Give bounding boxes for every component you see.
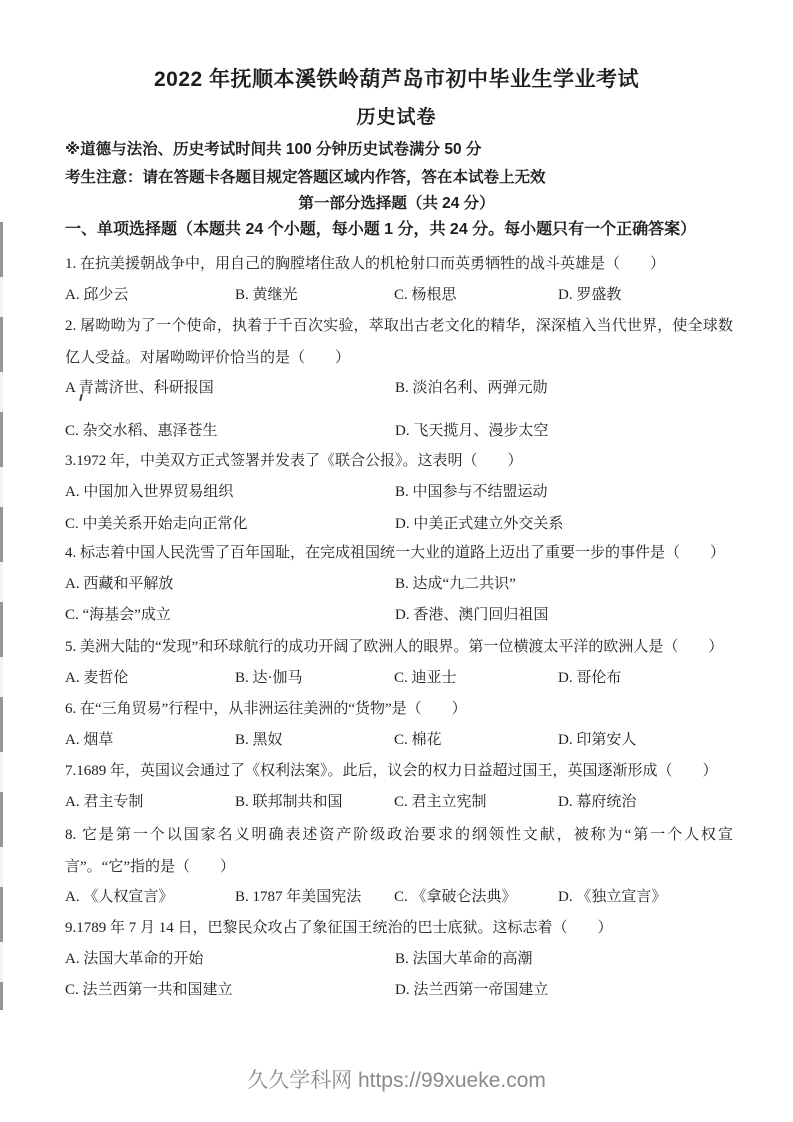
option-d: D. 哥伦布 [558, 670, 622, 686]
question-9-text: 9.1789 年 7 月 14 日，巴黎民众攻占了象征国王统治的巴士底狱。这标志着（ ） [65, 920, 613, 936]
option-a: A. 麦哲伦 [65, 670, 129, 686]
section-title: 一、单项选择题（本题共 24 个小题，每小题 1 分，共 24 分。每小题只有一个正确答案） [65, 221, 697, 238]
question-1-options [65, 285, 733, 306]
part-title: 第一部分选择题（共 24 分） [298, 195, 495, 212]
option-b: B. 联邦制共和国 [235, 794, 343, 810]
question-9-options-cd [65, 980, 733, 1001]
option-c: C. 君主立宪制 [394, 794, 487, 810]
option-c: C. 棉花 [394, 732, 442, 748]
question-6-text: 6. 在“三角贸易”行程中，从非洲运往美洲的“货物”是（ ） [65, 701, 467, 717]
option-c: C. “海基会”成立 [65, 607, 171, 623]
watermark: 久久学科网 https://99xueke.com [247, 1069, 546, 1092]
option-a: A. 中国加入世界贸易组织 [65, 484, 234, 500]
option-a: A. 《人权宣言》 [65, 889, 174, 905]
question-4-options-ab [65, 574, 733, 595]
option-b: B. 黑奴 [235, 732, 283, 748]
option-b: B. 淡泊名利、两弹元勋 [395, 380, 548, 396]
option-c: C. 法兰西第一共和国建立 [65, 982, 233, 998]
option-b: B. 1787 年美国宪法 [235, 889, 362, 905]
option-b: B. 达成“九二共识” [395, 576, 516, 592]
question-9-options-ab [65, 949, 733, 970]
option-c: C. 杨根思 [394, 287, 457, 303]
question-5-options [65, 668, 733, 689]
option-d: D. 印第安人 [558, 732, 637, 748]
scan-edge-artifact [0, 222, 3, 1010]
option-d: D. 幕府统治 [558, 794, 637, 810]
option-c: C. 中美关系开始走向正常化 [65, 516, 248, 532]
question-3-text: 3.1972 年，中美双方正式签署并发表了《联合公报》。这表明（ ） [65, 453, 523, 469]
question-7-text: 7.1689 年，英国议会通过了《权利法案》。此后，议会的权力日益超过国王，英国逐渐形成（ ） [65, 763, 718, 779]
option-b: B. 达·伽马 [235, 670, 303, 686]
question-2-options-ab [65, 378, 733, 399]
question-4-options-cd [65, 605, 733, 626]
exam-title: 2022 年抚顺本溪铁岭葫芦岛市初中毕业生学业考试 [153, 68, 640, 91]
option-d: D. 罗盛教 [558, 287, 622, 303]
question-8-text: 8. 它是第一个以国家名义明确表述资产阶级政治要求的纲领性文献，被称为“第一个人权宣言”。“它”指的是（ ） [65, 827, 733, 875]
paper-title: 历史试卷 [356, 107, 437, 128]
question-4-text: 4. 标志着中国人民洗雪了百年国耻，在完成祖国统一大业的道路上迈出了重要一步的事件是（ ） [65, 545, 726, 561]
option-a: A. 邱少云 [65, 287, 129, 303]
option-d: D. 中美正式建立外交关系 [395, 516, 564, 532]
question-6-options [65, 730, 733, 751]
option-c: C. 迪亚士 [394, 670, 457, 686]
option-a: A. 君主专制 [65, 794, 144, 810]
option-c: C. 《拿破仑法典》 [394, 889, 517, 905]
question-3-options-cd [65, 514, 733, 535]
question-8-options [65, 887, 733, 908]
option-d: D. 飞天揽月、漫步太空 [395, 423, 549, 439]
option-a: A 青蒿济世、科研报国 [65, 380, 214, 396]
option-a: A. 法国大革命的开始 [65, 951, 204, 967]
option-a: A. 西藏和平解放 [65, 576, 174, 592]
option-d: D. 《独立宣言》 [558, 889, 667, 905]
option-d: D. 法兰西第一帝国建立 [395, 982, 549, 998]
candidate-notice: 考生注意：请在答题卡各题目规定答题区域内作答，答在本试卷上无效 [65, 169, 546, 186]
question-2-text: 2. 屠呦呦为了一个使命，执着于千百次实验，萃取出古老文化的精华，深深植入当代世界，使全球数亿人受益。对屠呦呦评价恰当的是（ ） [65, 318, 733, 366]
question-2-options-cd [65, 421, 733, 442]
option-a: A. 烟草 [65, 732, 114, 748]
option-b: B. 中国参与不结盟运动 [395, 484, 548, 500]
exam-notice: ※道德与法治、历史考试时间共 100 分钟历史试卷满分 50 分 [65, 141, 482, 158]
question-7-options [65, 792, 733, 813]
question-1-text: 1. 在抗美援朝战争中，用自己的胸膛堵住敌人的机枪射口而英勇牺牲的战斗英雄是（ ） [65, 256, 666, 272]
option-d: D. 香港、澳门回归祖国 [395, 607, 549, 623]
option-c: C. 杂交水稻、惠泽苍生 [65, 423, 218, 439]
option-b: B. 黄继光 [235, 287, 298, 303]
option-b: B. 法国大革命的高潮 [395, 951, 533, 967]
question-3-options-ab [65, 482, 733, 503]
question-5-text: 5. 美洲大陆的“发现”和环球航行的成功开阔了欧洲人的眼界。第一位横渡太平洋的欧洲人是（ ） [65, 639, 724, 655]
